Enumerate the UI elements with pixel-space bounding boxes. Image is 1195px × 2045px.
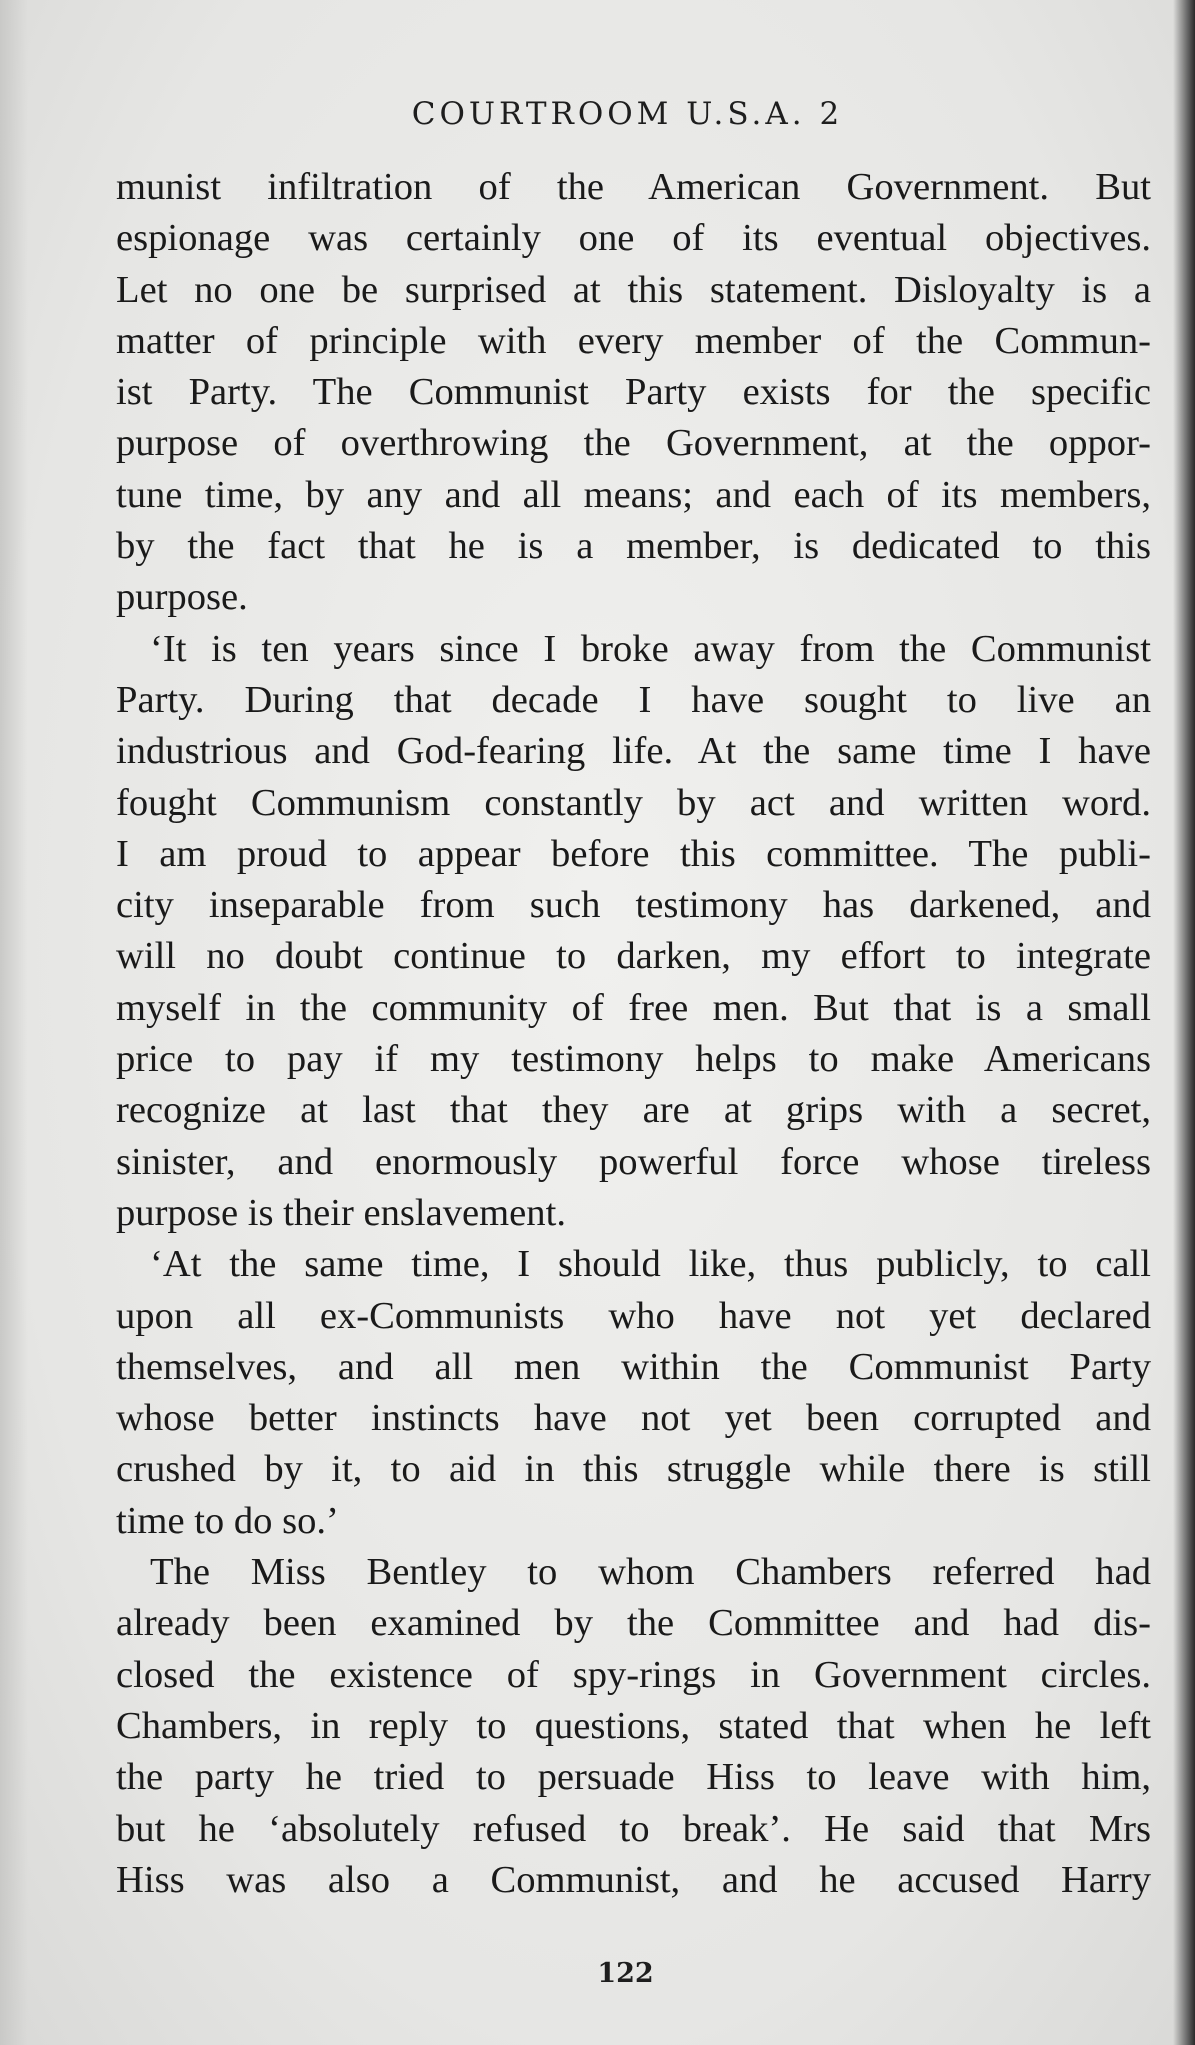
text-line: time to do so.’ — [116, 1499, 339, 1542]
text-line: Let no one be surprised at this statement. Disloyalty is a — [116, 268, 1151, 311]
text-line: purpose. — [116, 576, 248, 619]
text-line: ‘It is ten years since I broke away from the Communist — [150, 627, 1151, 670]
text-line: themselves, and all men within the Communist Party — [116, 1345, 1151, 1388]
text-line: Party. During that decade I have sought to live an — [116, 678, 1151, 721]
text-line: myself in the community of free men. But that is a small — [116, 986, 1151, 1029]
text-line: ‘At the same time, I should like, thus publicly, to call — [150, 1243, 1151, 1286]
text-line: city inseparable from such testimony has darkened, and — [116, 884, 1151, 927]
text-line: sinister, and enormously powerful force whose tireless — [116, 1140, 1151, 1183]
text-line: but he ‘absolutely refused to break’. He said that Mrs — [116, 1807, 1151, 1850]
text-line: espionage was certainly one of its eventual objectives. — [116, 217, 1151, 260]
text-line: Hiss was also a Communist, and he accused Harry — [116, 1858, 1151, 1901]
text-line: I am proud to appear before this committee. The publi- — [116, 832, 1151, 875]
text-line: ist Party. The Communist Party exists for the specific — [116, 371, 1151, 414]
text-line: tune time, by any and all means; and each of its members, — [116, 473, 1151, 516]
text-line: matter of principle with every member of the Commun- — [116, 319, 1151, 362]
text-line: closed the existence of spy-rings in Government circles. — [116, 1653, 1151, 1696]
text-line: The Miss Bentley to whom Chambers referred had — [150, 1551, 1151, 1594]
text-line: whose better instincts have not yet been corrupted and — [116, 1397, 1151, 1440]
text-line: purpose is their enslavement. — [116, 1191, 566, 1234]
text-line: fought Communism constantly by act and written word. — [116, 781, 1151, 824]
running-head: COURTROOM U.S.A. 2 — [411, 96, 844, 132]
text-line: munist infiltration of the American Government. But — [116, 166, 1151, 208]
text-line: price to pay if my testimony helps to make Americans — [116, 1038, 1151, 1081]
text-line: the party he tried to persuade Hiss to leave with him, — [116, 1756, 1151, 1799]
text-line: by the fact that he is a member, is dedicated to this — [116, 525, 1151, 568]
text-line: upon all ex-Communists who have not yet declared — [116, 1294, 1151, 1337]
text-line: crushed by it, to aid in this struggle while there is still — [116, 1448, 1151, 1491]
text-line: industrious and God-fearing life. At the same time I have — [116, 730, 1151, 773]
body-text — [116, 162, 1151, 1906]
text-line: will no doubt continue to darken, my effort to integrate — [116, 935, 1151, 978]
text-line: recognize at last that they are at grips with a secret, — [116, 1089, 1151, 1132]
text-line: Chambers, in reply to questions, stated that when he left — [116, 1704, 1151, 1747]
page-number: 122 — [597, 1958, 654, 1989]
text-line: purpose of overthrowing the Government, at the oppor- — [116, 422, 1151, 465]
text-line: already been examined by the Committee and had dis- — [116, 1602, 1151, 1645]
